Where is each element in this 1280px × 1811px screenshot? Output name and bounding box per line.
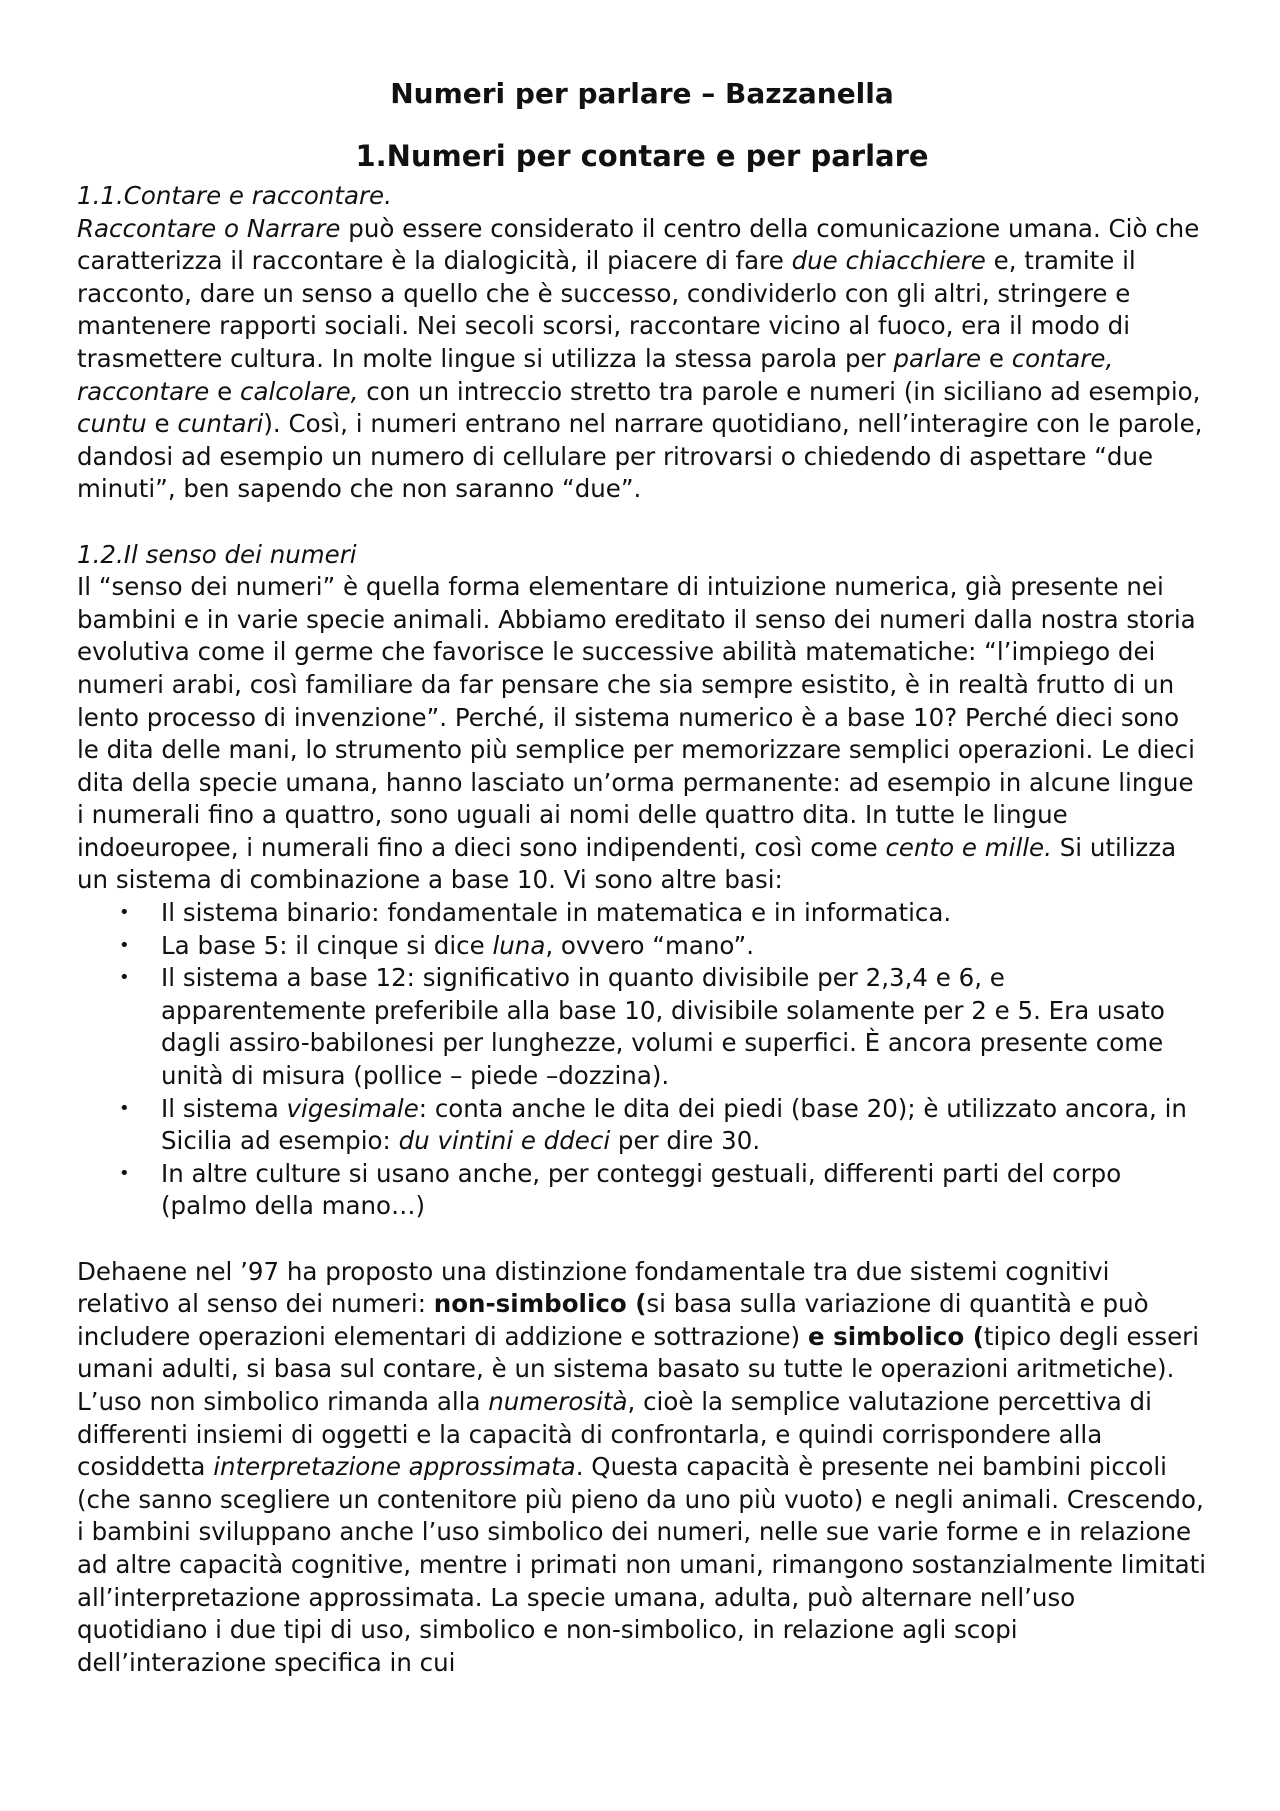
italic-text: parlare (893, 343, 982, 373)
list-item: • Il sistema a base 12: significativo in quanto divisibile per 2,3,4 e 6, e apparentemente preferibile alla base 10, divisibile solamente per 2 e 5. Era usato dagli assiro-babilonesi per lunghezze, volumi e superfici. È ancora presente come unità di misura (pollice – piede –dozzina). (161, 962, 1207, 1092)
list-item: • La base 5: il cinque si dice luna, ovvero “mano”. (161, 930, 1207, 963)
document-title: Numeri per parlare – Bazzanella (390, 77, 894, 110)
italic-text: vigesimale (286, 1093, 419, 1123)
italic-text: Raccontare o Narrare (77, 213, 341, 243)
paragraph-senso-numeri: Il “senso dei numeri” è quella forma elementare di intuizione numerica, già presente nei bambini e in varie specie animali. Abbiamo ereditato il senso dei numeri dalla nostra storia evolutiva come il germe che favorisce le successive abilità matematiche: “l’impiego dei numeri arabi, così familiare da far pensare che sia sempre esistito, è in realtà frutto di un lento processo di invenzione”. Perché, il sistema numerico è a base 10? Perché dieci sono le dita delle mani, lo strumento più semplice per memorizzare semplici operazioni. Le dieci dita della specie umana, hanno lasciato un’orma permanente: ad esempio in alcune lingue i numerali fino a quattro, sono uguali ai nomi delle quattro dita. In tutte le lingue indoeuropee, i numerali fino a dieci sono indipendenti, così come cento e mille. Si utilizza un sistema di combinazione a base 10. Vi sono altre basi: (77, 572, 1196, 895)
list-item: • In altre culture si usano anche, per conteggi gestuali, differenti parti del corpo (palmo della mano…) (161, 1158, 1207, 1223)
paragraph-spacer (77, 506, 1207, 539)
document-page (77, 70, 1207, 1679)
paragraph-dehaene: Dehaene nel ’97 ha proposto una distinzione fondamentale tra due sistemi cognitivi relativo al senso dei numeri: non-simbolico (si basa sulla variazione di quantità e può includere operazioni elementari di addizione e sottrazione) e simbolico (tipico degli esseri umani adulti, si basa sul contare, è un sistema basato su tutte le operazioni aritmetiche). L’uso non simbolico rimanda alla numerosità, cioè la semplice valutazione percettiva di differenti insiemi di oggetti e la capacità di confrontarla, e quindi corrispondere alla cosiddetta interpretazione approssimata. Questa capacità è presente nei bambini piccoli (che sanno scegliere un contenitore più pieno da uno più vuoto) e negli animali. Crescendo, i bambini sviluppano anche l’uso simbolico dei numeri, nelle sue varie forme e in relazione ad altre capacità cognitive, mentre i primati non umani, rimangono sostanzialmente limitati all’interpretazione approssimata. La specie umana, adulta, può alternare nell’uso quotidiano i due tipi di uso, simbolico e non-simbolico, in relazione agli scopi dell’interazione specifica in cui (77, 1256, 1207, 1677)
list-item: • Il sistema vigesimale: conta anche le dita dei piedi (base 20); è utilizzato ancora, in Sicilia ad esempio: du vintini e ddeci per dire 30. (161, 1093, 1207, 1158)
italic-text: du vintini e ddeci (398, 1126, 611, 1156)
italic-text: cento e mille. (885, 832, 1052, 862)
paragraph-contare-raccontare: Raccontare o Narrare può essere considerato il centro della comunicazione umana. Ciò che caratterizza il raccontare è la dialogicità, il piacere di fare due chiacchiere e, tramite il racconto, dare un senso a quello che è successo, condividerlo con gli altri, stringere e mantenere rapporti sociali. Nei secoli scorsi, raccontare vicino al fuoco, era il modo di trasmettere cultura. In molte lingue si utilizza la stessa parola per parlare e contare, raccontare e calcolare, con un intreccio stretto tra parole e numeri (in siciliano ad esempio, cuntu e cuntari). Così, i numeri entrano nel narrare quotidiano, nell’interagire con le parole, dandosi ad esempio un numero di cellulare per ritrovarsi o chiedendo di aspettare “due minuti”, ben sapendo che non saranno “due”. (77, 213, 1203, 504)
paragraph-spacer (77, 1223, 1207, 1256)
italic-text: cuntu (77, 409, 147, 439)
italic-text: interpretazione approssimata (213, 1452, 576, 1482)
section-heading-1-2: 1.2.Il senso dei numeri (77, 539, 357, 569)
italic-text: calcolare, (239, 376, 359, 406)
number-bases-list (77, 897, 1207, 1223)
italic-text: contare, raccontare (77, 343, 1114, 406)
italic-text: cuntari (177, 409, 264, 439)
bold-text: non-simbolico ( (433, 1289, 647, 1319)
italic-text: numerosità (488, 1386, 628, 1416)
italic-text: luna (492, 930, 546, 960)
bold-text: e simbolico ( (807, 1321, 984, 1351)
section-heading-1-1: 1.1.Contare e raccontare. (77, 181, 392, 210)
chapter-heading: 1.Numeri per contare e per parlare (355, 139, 929, 173)
italic-text: due chiacchiere (791, 246, 986, 276)
list-item: • Il sistema binario: fondamentale in matematica e in informatica. (161, 897, 1207, 930)
